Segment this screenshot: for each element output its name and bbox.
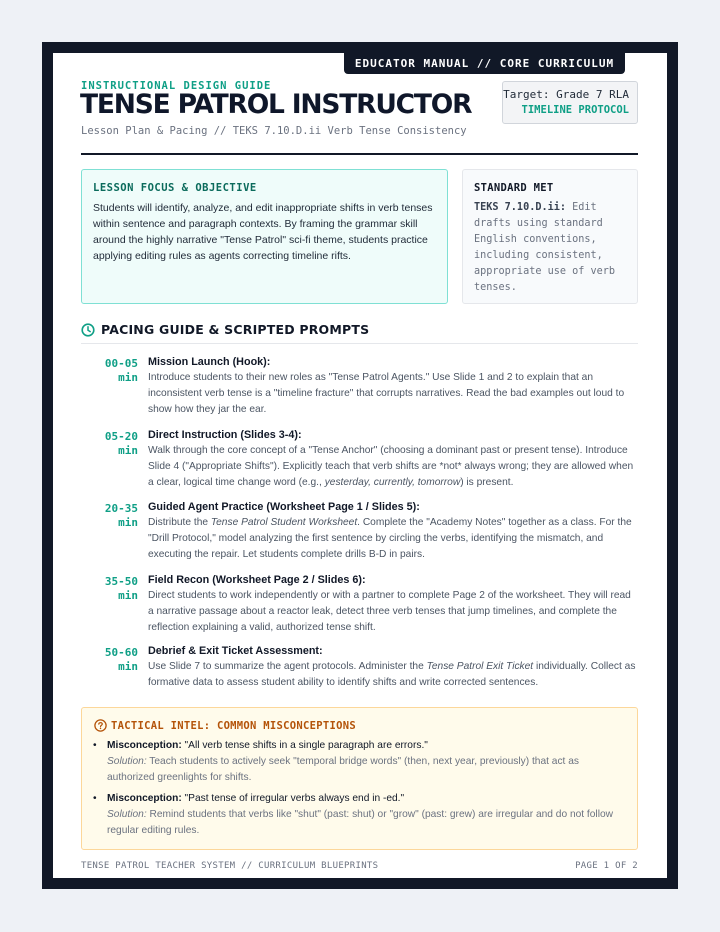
standard-text: Edit drafts using standard English conventions, including consistent, appropriate use of verb tenses. (474, 202, 616, 293)
step-time (81, 502, 138, 530)
step-time-unit: min (118, 660, 138, 673)
step-desc-emphasis: Tense Patrol Student Worksheet (210, 517, 358, 528)
bullet: • (93, 793, 97, 804)
bullet: • (93, 740, 97, 751)
standard-heading: STANDARD MET (474, 182, 554, 194)
step-time (81, 646, 138, 674)
misconceptions-card (81, 707, 638, 850)
step-description: Direct students to work independently or with a partner to complete Page 2 of the worksheet. They will read a narrative passage about a reactor leak, detect three verb tenses that jump timelines, and complete the reflection explaining a valid, authorized tense shift. (148, 590, 631, 633)
header-divider (81, 153, 638, 155)
pacing-section-title: PACING GUIDE & SCRIPTED PROMPTS (101, 322, 370, 337)
focus-body: Students will identify, analyze, and edit inappropriate shifts in verb tenses within sentence and paragraph contexts. By framing the grammar skill around the highly narrative "Tense Patrol" sci-fi theme, students practice applying editing rules as agents correcting timeline rifts. (93, 202, 433, 262)
solution-label: Solution: (107, 809, 147, 820)
step-desc-part: . Complete the "Academy Notes" together as a class. For the "Drill Protocol," model analyzing the first sentence by circling the verbs, identifying the mismatch, and executing the repair. Let students complete drills B-D in pairs. (148, 517, 632, 560)
standard-body (474, 200, 626, 296)
standard-card (462, 169, 638, 304)
step-time (81, 357, 138, 385)
step-desc-emphasis: yesterday, currently, tomorrow (324, 477, 461, 488)
focus-heading: LESSON FOCUS & OBJECTIVE (93, 182, 257, 194)
solution (107, 756, 579, 783)
misconception-item (93, 791, 629, 839)
step-desc-part: ) is present. (460, 477, 514, 488)
target-badge (502, 81, 638, 124)
intel-heading: TACTICAL INTEL: COMMON MISCONCEPTIONS (111, 720, 356, 732)
step-time-range: 00-05 (104, 357, 138, 370)
footer-system-label: TENSE PATROL TEACHER SYSTEM // CURRICULUM BLUEPRINTS (81, 861, 379, 871)
misconception-item (93, 738, 629, 786)
step-description (148, 443, 638, 491)
step-time-unit: min (118, 516, 138, 529)
step-content (148, 354, 638, 418)
step-title: Debrief & Exit Ticket Assessment: (148, 645, 323, 657)
misconception-text: "Past tense of irregular verbs always end in -ed." (181, 793, 405, 804)
standard-code: TEKS 7.10.D.ii: (474, 202, 567, 213)
step-desc-part: Use Slide 7 to summarize the agent protocols. Administer the (148, 661, 427, 672)
step-title: Field Recon (Worksheet Page 2 / Slides 6): (148, 574, 366, 586)
pacing-divider (81, 343, 638, 344)
step-time (81, 575, 138, 603)
step-time-unit: min (118, 444, 138, 457)
step-time-range: 50-60 (104, 646, 138, 659)
solution (107, 809, 613, 836)
eyebrow-label: INSTRUCTIONAL DESIGN GUIDE (81, 80, 272, 92)
target-protocol: TIMELINE PROTOCOL (521, 104, 629, 116)
step-desc-emphasis: Tense Patrol Exit Ticket (426, 661, 534, 672)
step-time-unit: min (118, 371, 138, 384)
misconception-label: Misconception: (107, 740, 182, 751)
step-time-range: 20-35 (104, 502, 138, 515)
step-description (148, 515, 638, 563)
step-desc-part: Walk through the core concept of a "Tense Anchor" (choosing a dominant past or present tense). Introduce Slide 4 ("Appropriate Shifts"). Explicitly teach that verb shifts are *not* always wrong; they are allowed when a clear, logical time change word (e.g., (148, 445, 634, 488)
step-desc-part: Distribute the (148, 517, 211, 528)
step-content (148, 499, 638, 563)
step-time-range: 35-50 (104, 575, 138, 588)
step-content (148, 427, 638, 491)
step-time-unit: min (118, 589, 138, 602)
target-grade: Target: Grade 7 RLA (503, 88, 629, 101)
clock-icon (81, 323, 95, 337)
question-circle-icon (94, 719, 107, 732)
lesson-focus-card (81, 169, 448, 304)
step-time (81, 430, 138, 458)
footer-page-number: PAGE 1 OF 2 (575, 861, 638, 871)
step-title: Mission Launch (Hook): (148, 356, 271, 368)
step-description (148, 659, 638, 691)
solution-label: Solution: (107, 756, 147, 767)
manual-tab: EDUCATOR MANUAL // CORE CURRICULUM (344, 53, 625, 74)
misconception-text: "All verb tense shifts in a single paragraph are errors." (181, 740, 428, 751)
step-content (148, 572, 638, 636)
misconception-label: Misconception: (107, 793, 182, 804)
step-content (148, 643, 638, 691)
step-time-range: 05-20 (104, 430, 138, 443)
solution-text: Remind students that verbs like "shut" (past: shut) or "grow" (past: grew) are irregular and do not follow regular editing rules. (107, 809, 613, 836)
page-subtitle: Lesson Plan & Pacing // TEKS 7.10.D.ii Verb Tense Consistency (81, 125, 467, 137)
step-title: Direct Instruction (Slides 3-4): (148, 429, 302, 441)
page-title: TENSE PATROL INSTRUCTOR (80, 89, 472, 120)
step-title: Guided Agent Practice (Worksheet Page 1 / Slides 5): (148, 501, 420, 513)
solution-text: Teach students to actively seek "temporal bridge words" (then, next year, previously) that act as authorized greenlights for shifts. (107, 756, 579, 783)
step-desc-part: individually. Collect as formative data to assess student ability to identify shifts and write corrected sentences. (148, 661, 636, 688)
step-description: Introduce students to their new roles as "Tense Patrol Agents." Use Slide 1 and 2 to explain that an inconsistent verb tense is a "timeline fracture" that corrupts narratives. Read the bad examples out loud to show how they jar the ear. (148, 372, 625, 415)
